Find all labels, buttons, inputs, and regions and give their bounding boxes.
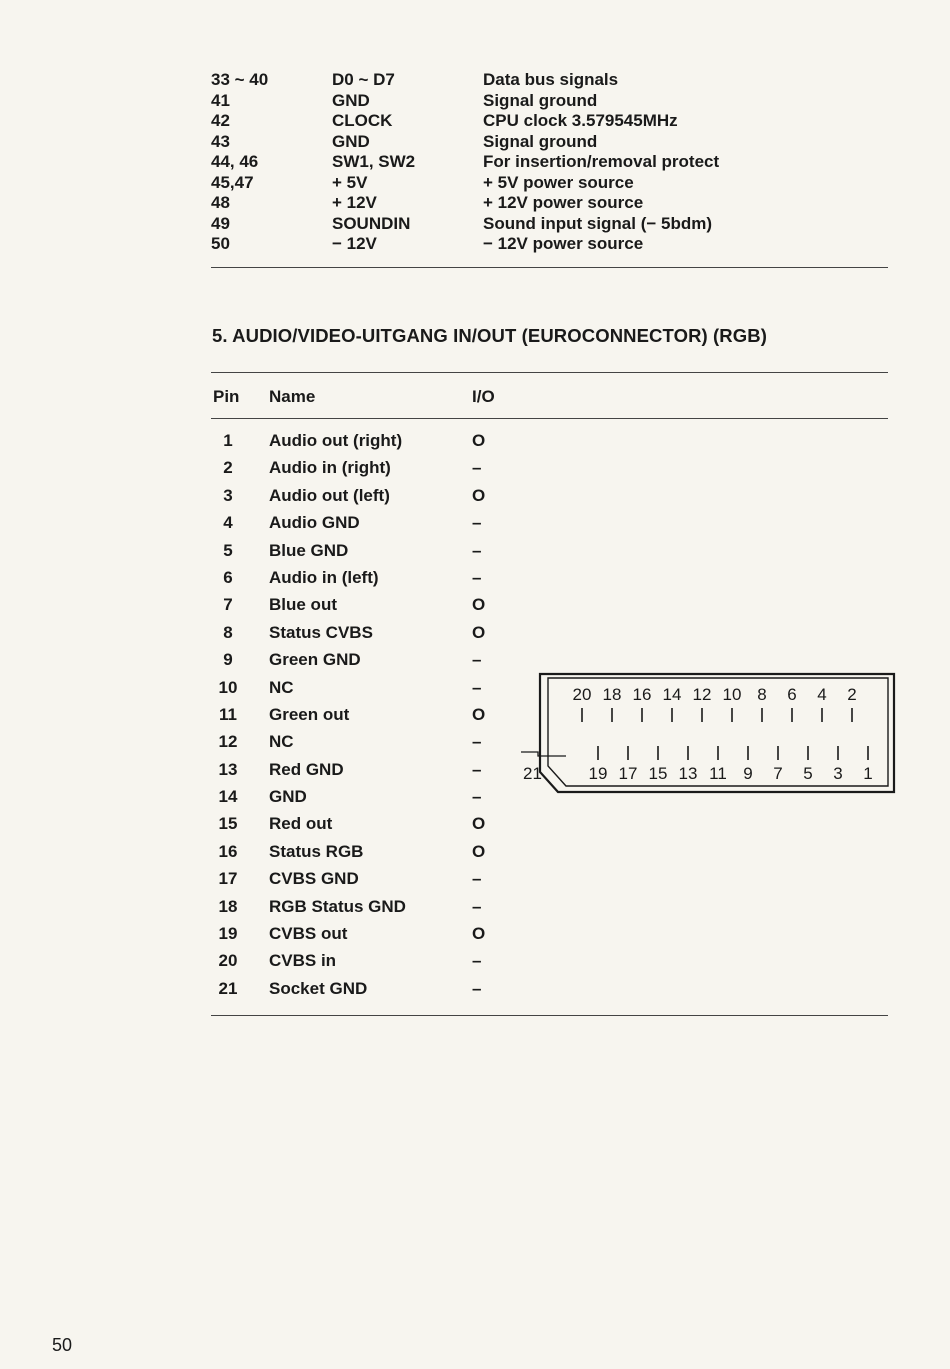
table-row [213, 783, 502, 810]
table-row [213, 591, 502, 618]
signal-pin: 45,47 [211, 172, 254, 192]
signal-description: + 5V power source [483, 172, 634, 192]
signal-description: − 12V power source [483, 234, 644, 253]
pin-name: GND [269, 787, 307, 807]
pin-number: 19 [218, 924, 238, 944]
header-io: I/O [472, 387, 495, 406]
table-row [213, 454, 502, 481]
connector-pin-label: 19 [588, 764, 608, 783]
connector-pin-label: 12 [692, 685, 712, 704]
pin-number: 18 [218, 896, 238, 916]
section-title: 5. AUDIO/VIDEO-UITGANG IN/OUT (EUROCONNECTOR) (RGB) [212, 325, 767, 346]
pin-number: 15 [218, 814, 238, 834]
signal-pin: 41 [211, 90, 230, 110]
pin-io: – [472, 951, 482, 971]
signal-name: GND [332, 90, 370, 110]
pin-number: 11 [219, 704, 237, 724]
pin-io: O [472, 595, 486, 615]
signal-pin: 50 [211, 234, 230, 253]
signal-row [211, 214, 719, 235]
pin-name: NC [269, 677, 294, 697]
pin-table-header [213, 387, 495, 407]
table-row [213, 646, 502, 673]
signal-pin: 48 [211, 193, 230, 212]
signal-name: CLOCK [332, 111, 393, 130]
pin-io: – [472, 787, 482, 807]
pin-name: Socket GND [269, 978, 368, 998]
pin-name: CVBS in [269, 951, 337, 971]
pin-name: RGB Status GND [269, 896, 406, 916]
pin-io: – [472, 540, 482, 560]
table-row [213, 537, 502, 564]
connector-pin-label: 2 [847, 685, 857, 704]
pin-io: – [472, 677, 482, 697]
table-row [213, 920, 502, 947]
pin-name: Audio in (left) [269, 567, 379, 587]
signal-name: SOUNDIN [332, 213, 411, 233]
pin-io: – [472, 732, 482, 752]
signal-description: + 12V power source [483, 193, 644, 212]
table-row [213, 865, 502, 892]
pin-number: 10 [218, 677, 238, 697]
signal-row [211, 132, 719, 153]
connector-pin-label: 17 [618, 764, 638, 783]
pin-number: 12 [218, 732, 238, 752]
table-row [213, 975, 502, 1002]
connector-pin-label: 3 [833, 764, 843, 783]
table-row [213, 427, 502, 454]
signal-row [211, 173, 719, 194]
pin-table [213, 427, 502, 1002]
pin-name: Red out [269, 814, 333, 834]
pin-name: Audio in (right) [269, 458, 391, 478]
signal-name: + 12V [332, 193, 377, 212]
page-number: 50 [52, 1335, 73, 1355]
pin-name: Status CVBS [269, 622, 373, 642]
pin-number: 7 [223, 595, 233, 615]
signal-row [211, 91, 719, 112]
connector-pin-label: 10 [722, 685, 742, 704]
pin-name: Status RGB [269, 841, 364, 861]
connector-pin-label: 20 [572, 685, 592, 704]
connector-pin-label: 6 [787, 685, 797, 704]
divider-header [211, 418, 888, 419]
pin-number: 4 [223, 513, 233, 533]
signal-pin: 43 [211, 131, 230, 151]
pin-io: – [472, 759, 482, 779]
pin-number: 2 [223, 458, 233, 478]
signal-row [211, 70, 719, 91]
signal-row [211, 152, 719, 173]
signal-name: D0 ~ D7 [332, 70, 395, 89]
pin-name: Audio out (left) [269, 485, 390, 505]
euroconnector-diagram [518, 668, 898, 798]
connector-pin-label: 14 [662, 685, 682, 704]
table-row [213, 728, 502, 755]
header-name: Name [269, 387, 316, 406]
pin-io: – [472, 978, 482, 998]
pin-name: Green out [269, 704, 350, 724]
table-row [213, 893, 502, 920]
signal-row [211, 193, 719, 214]
signal-description: Signal ground [483, 90, 598, 110]
pin-io: – [472, 869, 482, 889]
divider-section [211, 372, 888, 373]
pin-number: 21 [218, 978, 238, 998]
shield-pin-lead [521, 752, 566, 756]
signal-pin: 33 ~ 40 [211, 70, 269, 89]
pin-number: 1 [223, 431, 233, 450]
connector-pin-label: 7 [773, 764, 783, 783]
signal-pin: 44, 46 [211, 152, 259, 171]
bottom-pin-row [589, 746, 873, 783]
connector-pin-label: 9 [743, 764, 753, 783]
signal-table [211, 70, 719, 255]
pin-io: O [472, 704, 486, 724]
top-pin-row [573, 685, 857, 722]
pin-io: O [472, 622, 486, 642]
signal-name: SW1, SW2 [332, 152, 416, 171]
connector-pin-label: 13 [678, 764, 698, 783]
divider-top [211, 267, 888, 268]
table-row [213, 509, 502, 536]
signal-description: Data bus signals [483, 70, 619, 89]
signal-name: + 5V [332, 172, 368, 192]
pin-io: – [472, 513, 482, 533]
signal-description: Sound input signal (− 5bdm) [483, 213, 713, 233]
pin-name: Blue out [269, 595, 337, 615]
table-row [213, 564, 502, 591]
pin-io: – [472, 896, 482, 916]
pin-name: Audio GND [269, 513, 360, 533]
pin-io: O [472, 431, 486, 450]
connector-pin-label: 1 [863, 764, 873, 783]
connector-pin-label: 15 [648, 764, 668, 783]
pin-io: O [472, 924, 486, 944]
table-row [213, 756, 502, 783]
table-row [213, 701, 502, 728]
divider-bottom [211, 1015, 888, 1016]
signal-name: GND [332, 131, 370, 151]
table-row [213, 482, 502, 509]
signal-description: For insertion/removal protect [483, 152, 720, 171]
pin-number: 3 [223, 485, 233, 505]
pin-name: CVBS out [269, 924, 348, 944]
signal-description: Signal ground [483, 131, 598, 151]
pin-number: 20 [218, 951, 238, 971]
signal-row [211, 111, 719, 132]
shield-pin-label: 21 [523, 764, 542, 783]
pin-name: Blue GND [269, 540, 349, 560]
table-row [213, 947, 502, 974]
pin-number: 14 [218, 787, 238, 807]
pin-number: 9 [223, 650, 233, 670]
connector-pin-label: 11 [709, 764, 727, 783]
pin-number: 8 [223, 622, 233, 642]
connector-pin-label: 4 [817, 685, 827, 704]
pin-name: Green GND [269, 650, 361, 670]
connector-pin-label: 16 [632, 685, 652, 704]
pin-io: – [472, 650, 482, 670]
table-row [213, 619, 502, 646]
table-row [213, 838, 502, 865]
pin-number: 13 [218, 759, 238, 779]
table-row [213, 810, 502, 837]
table-row [213, 674, 502, 701]
pin-number: 6 [223, 567, 233, 587]
header-pin: Pin [213, 387, 240, 406]
pin-io: O [472, 814, 486, 834]
connector-pin-label: 5 [803, 764, 813, 783]
pin-name: NC [269, 732, 294, 752]
pin-number: 5 [223, 540, 233, 560]
pin-io: – [472, 458, 482, 478]
pin-name: Audio out (right) [269, 431, 403, 450]
pin-name: Red GND [269, 759, 344, 779]
pin-io: – [472, 567, 482, 587]
connector-pin-label: 8 [757, 685, 767, 704]
signal-row [211, 234, 719, 255]
pin-io: O [472, 841, 486, 861]
signal-description: CPU clock 3.579545MHz [483, 111, 678, 130]
pin-number: 17 [218, 869, 238, 889]
pin-name: CVBS GND [269, 869, 359, 889]
signal-pin: 42 [211, 111, 230, 130]
pin-number: 16 [218, 841, 238, 861]
signal-name: − 12V [332, 234, 377, 253]
pin-io: O [472, 485, 486, 505]
connector-pin-label: 18 [602, 685, 622, 704]
signal-pin: 49 [211, 213, 230, 233]
